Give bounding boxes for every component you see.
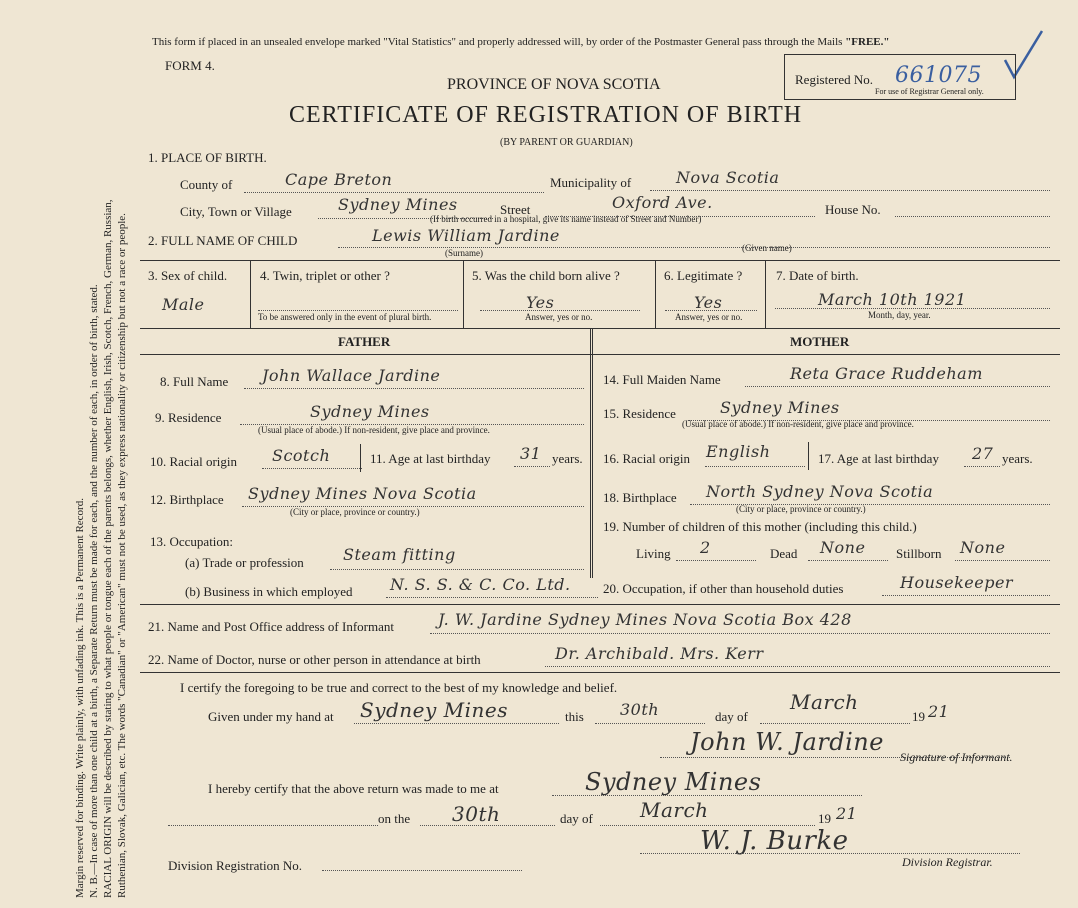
- street-label: Street: [500, 202, 531, 217]
- mother-name-label: 14. Full Maiden Name: [603, 372, 721, 387]
- living-label: Living: [636, 546, 671, 561]
- on-the-label: on the: [378, 811, 411, 826]
- father-years: years.: [552, 451, 583, 466]
- mother-heading: MOTHER: [790, 334, 850, 349]
- sex-label: 3. Sex of child.: [148, 268, 228, 283]
- alive-label: 5. Was the child born alive ?: [472, 268, 620, 283]
- mother-occupation-value: Housekeeper: [900, 573, 1014, 592]
- house-label: House No.: [825, 202, 881, 217]
- father-birthplace-note: (City or place, province or country.): [290, 507, 420, 517]
- children-label: 19. Number of children of this mother (including this child.): [603, 519, 917, 534]
- city-value: Sydney Mines: [338, 195, 458, 214]
- mother-residence-label: 15. Residence: [603, 406, 676, 421]
- father-age-value: 31: [520, 444, 542, 463]
- trade-value: Steam fitting: [343, 545, 456, 564]
- informant-label: 21. Name and Post Office address of Informant: [148, 619, 394, 634]
- mother-years: years.: [1002, 451, 1033, 466]
- registered-box: [784, 54, 1016, 100]
- mother-racial-label: 16. Racial origin: [603, 451, 691, 466]
- registrar-signature: W. J. Burke: [700, 826, 849, 856]
- registrar-note: For use of Registrar General only.: [875, 87, 984, 96]
- mother-birthplace-note: (City or place, province or country.): [736, 504, 866, 514]
- father-name-value: John Wallace Jardine: [262, 366, 441, 385]
- mother-residence-value: Sydney Mines: [720, 398, 840, 417]
- business-label: (b) Business in which employed: [185, 584, 353, 599]
- dead-value: None: [820, 538, 866, 557]
- county-label: County of: [180, 177, 233, 192]
- father-racial-label: 10. Racial origin: [150, 454, 238, 469]
- date-of-birth-value: March 10th 1921: [818, 290, 967, 309]
- father-residence-note: (Usual place of abode.) If non-resident, give place and province.: [258, 425, 490, 435]
- certify-year-value: 21: [928, 702, 950, 721]
- certify-text: I certify the foregoing to be true and correct to the best of my knowledge and belief.: [180, 680, 618, 695]
- registrar-text: I hereby certify that the above return was made to me at: [208, 781, 499, 796]
- child-name-value: Lewis William Jardine: [372, 226, 560, 245]
- certify-month-value: March: [790, 690, 859, 714]
- father-residence-label: 9. Residence: [155, 410, 222, 425]
- father-birthplace-label: 12. Birthplace: [150, 492, 224, 507]
- signature-of-informant-label: Signature of Informant.: [900, 750, 1013, 764]
- living-value: 2: [700, 538, 711, 557]
- certify-day-value: 30th: [620, 700, 660, 719]
- registered-number: 661075: [895, 63, 982, 88]
- municipality-value: Nova Scotia: [676, 168, 780, 187]
- given-place-value: Sydney Mines: [360, 698, 509, 722]
- mother-occupation-label: 20. Occupation, if other than household duties: [603, 581, 844, 596]
- surname-note: (Surname): [445, 248, 483, 258]
- legitimate-label: 6. Legitimate ?: [664, 268, 743, 283]
- place-of-birth-label: 1. PLACE OF BIRTH.: [148, 150, 267, 165]
- street-value: Oxford Ave.: [612, 193, 713, 212]
- father-heading: FATHER: [338, 334, 391, 349]
- mother-racial-value: English: [706, 442, 771, 461]
- alive-value: Yes: [526, 293, 555, 312]
- father-birthplace-value: Sydney Mines Nova Scotia: [248, 484, 477, 503]
- date-note: Month, day, year.: [868, 310, 931, 320]
- certify-day-of-label: day of: [715, 709, 748, 724]
- father-racial-value: Scotch: [272, 446, 331, 465]
- division-registration-label: Division Registration No.: [168, 858, 302, 873]
- doctor-value: Dr. Archibald. Mrs. Kerr: [555, 644, 764, 663]
- registrar-month-value: March: [640, 798, 709, 822]
- father-occupation-label: 13. Occupation:: [150, 534, 234, 549]
- twin-label: 4. Twin, triplet or other ?: [260, 268, 390, 283]
- margin-line-2: N. B.—In case of more than one child at a birth, a Separate Return must be made for each, and the number of each, in order of birth, stated.: [88, 284, 100, 898]
- mother-age-label: 17. Age at last birthday: [818, 451, 939, 466]
- alive-note: Answer, yes or no.: [525, 312, 593, 322]
- registrar-day-of-label: day of: [560, 811, 593, 826]
- child-name-label: 2. FULL NAME OF CHILD: [148, 233, 298, 248]
- mother-birthplace-value: North Sydney Nova Scotia: [706, 482, 934, 501]
- trade-label: (a) Trade or profession: [185, 555, 304, 570]
- registrar-day-value: 30th: [452, 802, 501, 826]
- mother-age-value: 27: [972, 444, 994, 463]
- mail-notice-text: This form if placed in an unsealed envelope marked "Vital Statistics" and properly addressed will, by order of the Postmaster General pass through the Mails: [152, 36, 843, 48]
- father-residence-value: Sydney Mines: [310, 402, 430, 421]
- margin-instructions: [70, 40, 130, 900]
- this-label: this: [565, 709, 584, 724]
- sex-value: Male: [162, 295, 205, 314]
- legitimate-value: Yes: [694, 293, 723, 312]
- mother-name-value: Reta Grace Ruddeham: [790, 364, 983, 383]
- father-name-label: 8. Full Name: [160, 374, 229, 389]
- registrar-year-prefix: 19: [818, 811, 831, 826]
- margin-line-4: Ruthenian, Slovak, Galician, etc. The words "Canadian" or "American" must not be used, as they express nationality or citizenship but not a race or people.: [116, 213, 128, 898]
- date-of-birth-label: 7. Date of birth.: [776, 268, 859, 283]
- municipality-label: Municipality of: [550, 175, 632, 190]
- registrar-year-value: 21: [836, 804, 858, 823]
- business-value: N. S. S. & C. Co. Ltd.: [390, 575, 571, 594]
- mother-birthplace-label: 18. Birthplace: [603, 490, 677, 505]
- given-under-label: Given under my hand at: [208, 709, 334, 724]
- margin-line-3: RACIAL ORIGIN will be described by stating to what people or tongue each of the parents belongs, whether English, Irish, Scotch, French, German, Russian,: [102, 199, 114, 898]
- stillborn-value: None: [960, 538, 1006, 557]
- stillborn-label: Stillborn: [896, 546, 942, 561]
- informant-signature: John W. Jardine: [690, 728, 884, 756]
- county-value: Cape Breton: [285, 170, 393, 189]
- given-name-note: (Given name): [742, 243, 792, 253]
- legitimate-note: Answer, yes or no.: [675, 312, 743, 322]
- city-label: City, Town or Village: [180, 204, 292, 219]
- form-number: FORM 4.: [165, 58, 215, 73]
- province-heading: PROVINCE OF NOVA SCOTIA: [447, 76, 661, 93]
- registered-label: Registered No.: [795, 72, 873, 87]
- registrar-place-value: Sydney Mines: [585, 768, 762, 796]
- hospital-note: (If birth occurred in a hospital, give its name instead of Street and Number): [430, 214, 702, 224]
- page-title: CERTIFICATE OF REGISTRATION OF BIRTH: [289, 102, 803, 128]
- mother-residence-note: (Usual place of abode.) If non-resident, give place and province.: [682, 419, 914, 429]
- doctor-label: 22. Name of Doctor, nurse or other person in attendance at birth: [148, 652, 481, 667]
- page-subtitle: (BY PARENT OR GUARDIAN): [500, 137, 633, 148]
- certify-year-prefix: 19: [912, 709, 925, 724]
- informant-value: J. W. Jardine Sydney Mines Nova Scotia Box 428: [438, 610, 852, 629]
- division-registrar-label: Division Registrar.: [902, 855, 993, 869]
- father-age-label: 11. Age at last birthday: [370, 451, 491, 466]
- free-label: "FREE.": [845, 36, 890, 48]
- dead-label: Dead: [770, 546, 798, 561]
- margin-line-1: Margin reserved for binding. Write plainly, with unfading ink. This is a Permanent Record.: [74, 498, 86, 898]
- twin-note: To be answered only in the event of plural birth.: [258, 312, 432, 322]
- mail-notice: [152, 36, 890, 48]
